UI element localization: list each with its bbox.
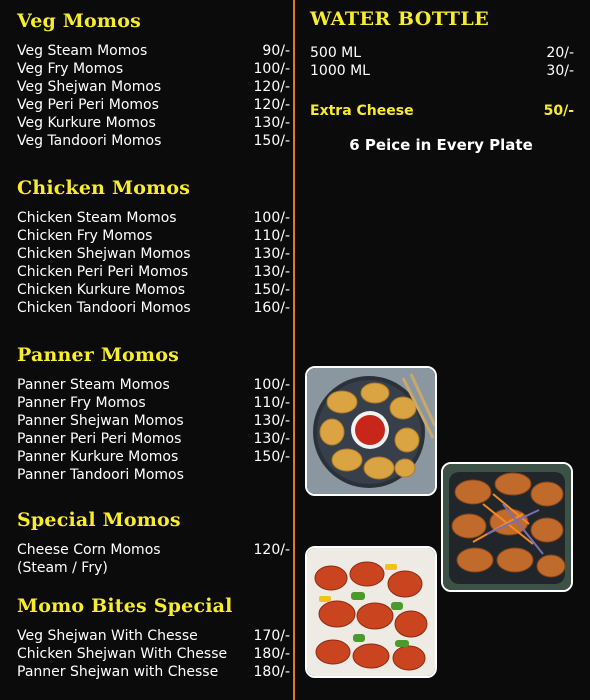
menu-item: Cheese Corn Momos 120/- (17, 542, 290, 558)
section-title: Chicken Momos (17, 177, 191, 199)
extra-price: 50/- (543, 103, 574, 119)
fried-momos-photo (441, 462, 573, 592)
section-title: Panner Momos (17, 344, 180, 366)
menu-item: Chicken Shejwan With Chesse 180/- (17, 646, 290, 662)
menu-item: Chicken Tandoori Momos 160/- (17, 300, 290, 316)
menu-item: 1000 ML 30/- (310, 63, 574, 79)
right-menu-column (296, 0, 590, 700)
menu-item: Panner Fry Momos 110/- (17, 395, 290, 411)
menu-item: Panner Shejwan with Chesse 180/- (17, 664, 290, 680)
menu-item: Panner Shejwan Momos 130/- (17, 413, 290, 429)
menu-item: Veg Fry Momos 100/- (17, 61, 290, 77)
menu-item: Panner Steam Momos 100/- (17, 377, 290, 393)
menu-item: Panner Tandoori Momos (17, 467, 184, 483)
menu-item: Veg Shejwan With Chesse 170/- (17, 628, 290, 644)
menu-item: Chicken Fry Momos 110/- (17, 228, 290, 244)
menu-item: Veg Peri Peri Momos 120/- (17, 97, 290, 113)
section-title: Special Momos (17, 509, 181, 531)
left-menu-column (0, 0, 293, 700)
plate-note: 6 Peice in Every Plate (349, 136, 533, 154)
menu-item: Panner Peri Peri Momos 130/- (17, 431, 290, 447)
menu-item: (Steam / Fry) (17, 560, 108, 576)
menu-item: Veg Steam Momos 90/- (17, 43, 290, 59)
menu-item: Chicken Kurkure Momos 150/- (17, 282, 290, 298)
section-panner-momos (17, 342, 290, 484)
menu-item: Panner Kurkure Momos 150/- (17, 449, 290, 465)
menu-item: Veg Shejwan Momos 120/- (17, 79, 290, 95)
column-divider (293, 0, 295, 700)
section-special-momos (17, 507, 290, 577)
section-chicken-momos (17, 175, 290, 317)
water-bottle-title: WATER BOTTLE (310, 8, 490, 30)
menu-item: Chicken Shejwan Momos 130/- (17, 246, 290, 262)
momos-plate-photo (305, 366, 437, 496)
extra-name: Extra Cheese (310, 103, 414, 119)
chilli-momos-photo (305, 546, 437, 678)
section-veg-momos (17, 8, 290, 150)
menu-item: Chicken Peri Peri Momos 130/- (17, 264, 290, 280)
menu-item: Chicken Steam Momos 100/- (17, 210, 290, 226)
section-title: Veg Momos (17, 10, 141, 32)
menu-item: Veg Tandoori Momos 150/- (17, 133, 290, 149)
extra-cheese-row (310, 103, 574, 119)
section-title: Momo Bites Special (17, 595, 233, 617)
water-bottle-list (310, 44, 574, 80)
section-momo-bites-special (17, 593, 290, 681)
menu-item: 500 ML 20/- (310, 45, 574, 61)
menu-item: Veg Kurkure Momos 130/- (17, 115, 290, 131)
